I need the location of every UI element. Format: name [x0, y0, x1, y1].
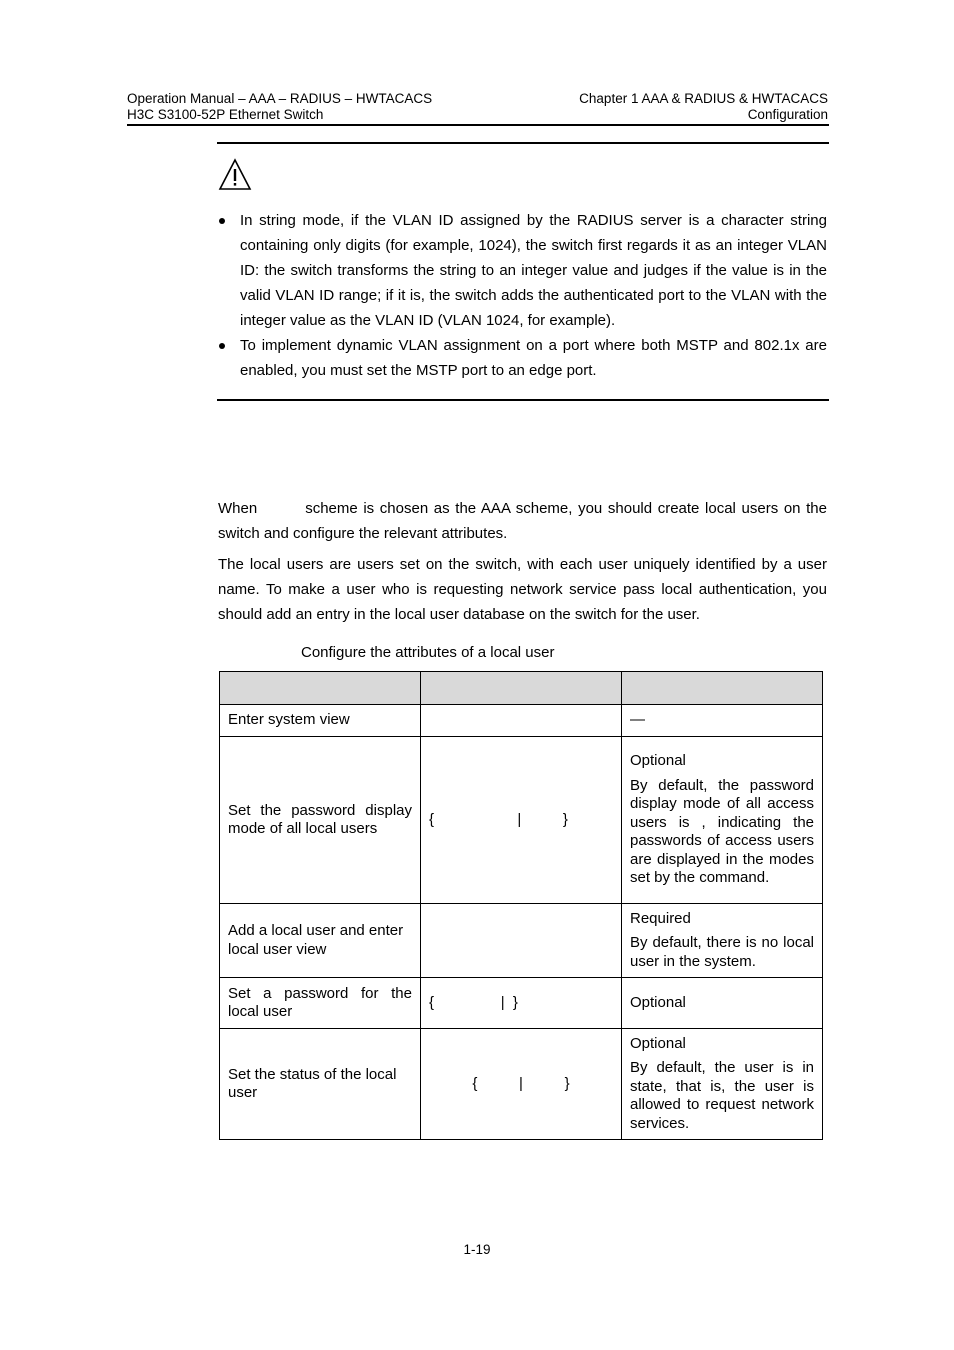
operation-cell: Set a password for the local user	[220, 978, 421, 1029]
table-row	[220, 705, 823, 737]
table-row	[220, 737, 823, 904]
operation-cell: Add a local user and enter local user view	[220, 904, 421, 978]
caution-top-rule	[217, 142, 829, 144]
paragraph-local-scheme	[218, 496, 827, 546]
command-cell: { | }	[421, 737, 622, 904]
command-cell	[421, 705, 622, 737]
operation-cell: Enter system view	[220, 705, 421, 737]
header-cell	[220, 672, 421, 705]
caution-bullet-1: In string mode, if the VLAN ID assigned by the RADIUS server is a character string containing only digits (for example, 1024), the switch first regards it as an integer VLAN ID: the switch transforms the string to an integer value and judges if the value is in the valid VLAN ID range; if it is, the switch adds the authenticated port to the VLAN with the integer value as the VLAN ID (VLAN 1024, for example).	[240, 212, 827, 329]
config-table	[219, 671, 823, 1140]
table-header-row	[220, 672, 823, 705]
command-cell: { | }	[421, 978, 622, 1029]
operation-cell: Set the status of the local user	[220, 1029, 421, 1140]
caution-bottom-rule	[217, 399, 829, 401]
description-cell: Required By default, there is no local user in the system.	[622, 904, 823, 978]
manual-title: Operation Manual – AAA – RADIUS – HWTACACS	[127, 91, 433, 106]
warning-triangle-icon	[218, 158, 252, 192]
header-cell	[421, 672, 622, 705]
para1-rest: scheme is chosen as the AAA scheme, you should create local users on the switch and configure the relevant attributes.	[218, 500, 827, 542]
header-rule	[127, 124, 829, 126]
description-cell: Optional	[622, 978, 823, 1029]
operation-cell: Set the password display mode of all local users	[220, 737, 421, 904]
table-caption: Configure the attributes of a local user	[301, 644, 555, 661]
command-cell	[421, 904, 622, 978]
bullet-icon	[219, 343, 225, 349]
para1-start: When	[218, 500, 258, 517]
description-cell: —	[622, 705, 823, 737]
table-row	[220, 1029, 823, 1140]
table-row	[220, 904, 823, 978]
table-row	[220, 978, 823, 1029]
paragraph-local-users: The local users are users set on the switch, with each user uniquely identified by a user name. To make a user who is requesting network service pass local authentication, you should add an entry in the local user database on the switch for the user.	[218, 556, 827, 623]
caution-bullet-2: To implement dynamic VLAN assignment on a port where both MSTP and 802.1x are enabled, you must set the MSTP port to an edge port.	[240, 337, 827, 379]
header-right	[579, 91, 828, 123]
command-cell: { | }	[421, 1029, 622, 1140]
header-cell	[622, 672, 823, 705]
page-number: 1-19	[463, 1242, 491, 1257]
section-name: Configuration	[747, 107, 828, 122]
bullet-icon	[219, 218, 225, 224]
description-cell: Optional By default, the password display mode of all access users is , indicating the passwords of access users are displayed in the modes set by the command.	[622, 737, 823, 904]
header-left	[127, 91, 432, 123]
description-cell: Optional By default, the user is in state, that is, the user is allowed to request network services.	[622, 1029, 823, 1140]
chapter-title: Chapter 1 AAA & RADIUS & HWTACACS	[579, 91, 828, 106]
product-name: H3C S3100-52P Ethernet Switch	[127, 107, 324, 122]
